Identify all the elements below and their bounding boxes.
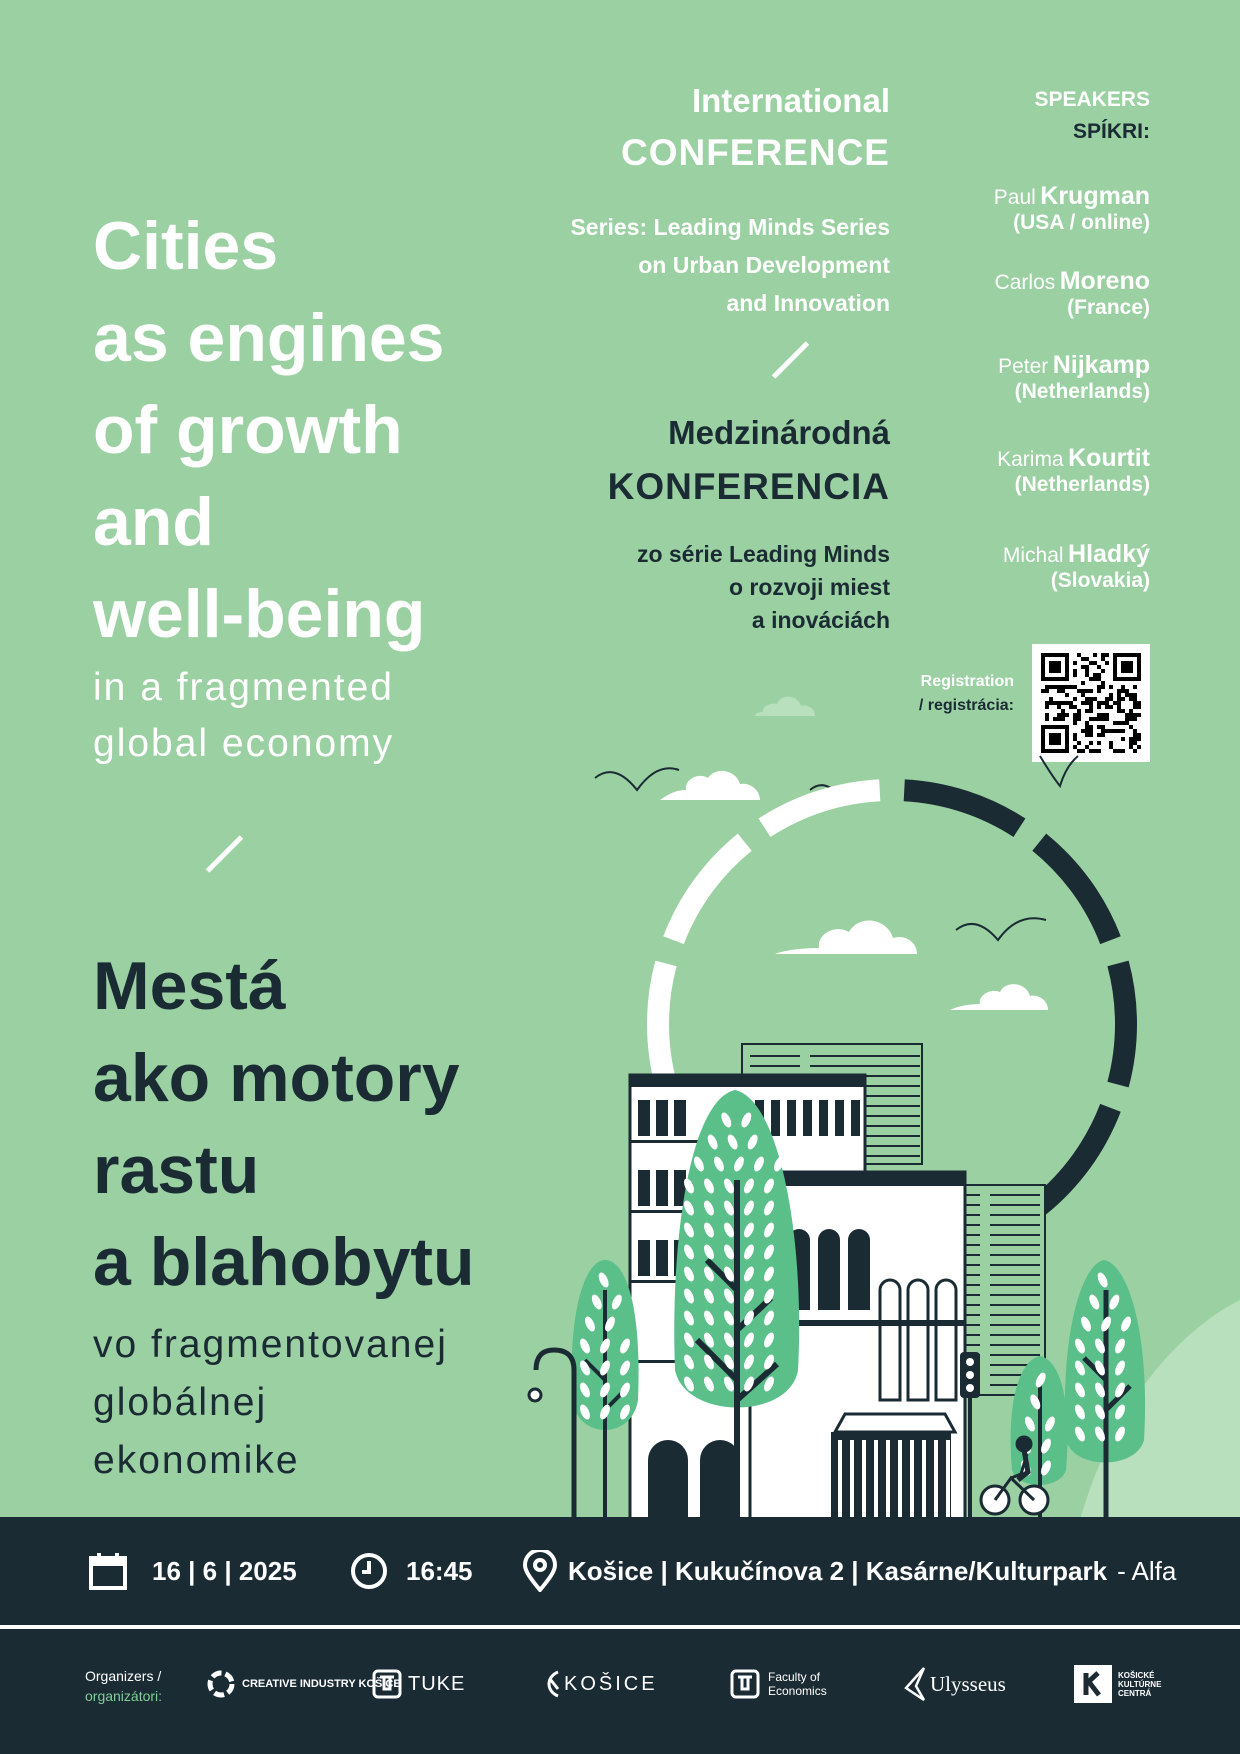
ring-segment (1039, 842, 1110, 940)
organizers-label-en: Organizers / (85, 1668, 162, 1684)
series-line: o rozvoji miest (728, 574, 890, 600)
series-line: and Innovation (726, 290, 890, 316)
speaker-first-name: Peter (998, 355, 1049, 378)
ring-segment (658, 963, 666, 1084)
subtitle-line: global economy (93, 722, 395, 765)
title-line: Mestá (93, 948, 286, 1024)
ring-segment (765, 790, 880, 827)
logo-ulysseus[interactable] (902, 1662, 1006, 1706)
event-location (522, 1538, 1176, 1604)
subtitle-line: ekonomike (93, 1439, 300, 1482)
logo-kosicke-kulturne-centra[interactable] (1074, 1662, 1162, 1706)
event-location-text: Košice | Kukučínova 2 | Kasárne/Kulturpark (568, 1555, 1108, 1586)
event-time-text: 16:45 (406, 1555, 473, 1586)
ring-segment (674, 842, 745, 940)
title-line: well-being (93, 576, 426, 652)
kosice-logo-icon (542, 1669, 562, 1699)
subtitle-line: globálnej (93, 1381, 268, 1424)
series-line: a inováciách (751, 607, 890, 633)
faculty-logo-icon (730, 1669, 760, 1699)
speaker-item (995, 267, 1150, 320)
event-date (88, 1538, 297, 1604)
subtitle-english (93, 660, 394, 772)
clock-icon (350, 1552, 388, 1590)
conference-heading: CONFERENCE (620, 132, 890, 173)
calendar-icon (88, 1551, 128, 1591)
conference-international-sk: Medzinárodná (668, 414, 890, 451)
street-lamp-icon (529, 1350, 574, 1520)
speaker-last-name: Nijkamp (1052, 351, 1150, 379)
subtitle-line: in a fragmented (93, 666, 395, 709)
cloud-icon (660, 771, 760, 800)
speaker-first-name: Michal (1002, 544, 1064, 567)
speaker-last-name: Hladký (1068, 540, 1150, 568)
title-line: rastu (93, 1132, 260, 1208)
speaker-item (998, 351, 1150, 404)
organizers-label (85, 1666, 162, 1706)
cloud-icon (755, 697, 815, 716)
subtitle-slovak (93, 1316, 448, 1490)
registration-label-en: Registration (920, 673, 1014, 690)
title-line: a blahobytu (93, 1224, 475, 1300)
ring-segment (1039, 1108, 1110, 1206)
slash-divider (206, 835, 243, 872)
conference-international: International (691, 82, 890, 119)
speakers-heading (1034, 84, 1150, 148)
speakers-heading-sk: SPÍKRI: (1072, 120, 1150, 143)
logo-label: Ulysseus (930, 1671, 1006, 1696)
event-room-text: - Alfa (1117, 1555, 1177, 1586)
speaker-country: (Netherlands) (1014, 380, 1150, 403)
speakers-heading-en: SPEAKERS (1034, 88, 1150, 111)
bird-icon (595, 756, 1078, 940)
title-line: Cities (93, 208, 279, 284)
tuke-logo-icon (372, 1669, 402, 1699)
subtitle-line: vo fragmentovanej (93, 1323, 448, 1366)
speaker-first-name: Paul (993, 186, 1036, 209)
series-line: zo série Leading Minds (636, 541, 890, 567)
slash-divider (772, 341, 809, 378)
cloud-icon (775, 921, 917, 954)
speaker-last-name: Moreno (1059, 267, 1150, 295)
cloud-icon (950, 984, 1048, 1010)
kkc-logo-icon (1074, 1665, 1112, 1703)
logo-label: CREATIVE INDUSTRY KOŠICE (242, 1678, 401, 1690)
creative-industry-logo-icon (206, 1669, 236, 1699)
ring-segment (904, 790, 1019, 827)
event-date-text: 16 | 6 | 2025 (152, 1555, 297, 1586)
speaker-first-name: Carlos (994, 271, 1056, 294)
logo-label: TUKE (408, 1672, 466, 1695)
logo-label: KOŠICKÉ KULTÚRNE CENTRÁ (1118, 1670, 1162, 1698)
speaker-last-name: Krugman (1040, 182, 1150, 210)
ulysseus-logo-icon (902, 1666, 928, 1702)
speaker-country: (France) (1067, 296, 1150, 319)
logo-faculty-of-economics[interactable] (730, 1662, 844, 1706)
speaker-item (997, 444, 1150, 497)
logo-tuke[interactable] (372, 1662, 465, 1706)
series-line: Series: Leading Minds Series (570, 214, 890, 240)
speaker-last-name: Kourtit (1068, 444, 1150, 472)
city-illustration (520, 680, 1240, 1520)
speaker-country: (Netherlands) (1014, 473, 1150, 496)
speaker-country: (USA / online) (1013, 211, 1150, 234)
location-pin-icon (522, 1550, 558, 1592)
logo-label: Faculty of Economics (768, 1670, 827, 1698)
title-line: of growth (93, 392, 403, 468)
registration-label-sk: / registrácia: (918, 697, 1014, 714)
conference-heading-sk: KONFERENCIA (607, 466, 890, 507)
conference-series (570, 208, 890, 322)
title-line: and (93, 484, 214, 560)
series-line: on Urban Development (638, 252, 890, 278)
logo-label: KOŠICE (564, 1672, 658, 1695)
speaker-item (1003, 540, 1150, 593)
title-english (93, 200, 573, 660)
speaker-item (994, 182, 1150, 235)
logo-kosice[interactable] (542, 1662, 658, 1706)
organizers-label-sk: organizátori: (85, 1688, 163, 1704)
speaker-country: (Slovakia) (1050, 569, 1150, 592)
conference-series-sk (637, 538, 890, 637)
title-line: as engines (93, 300, 445, 376)
speaker-first-name: Karima (997, 448, 1064, 471)
title-line: ako motory (93, 1040, 460, 1116)
ring-segment (1118, 963, 1126, 1084)
event-time (350, 1538, 473, 1604)
